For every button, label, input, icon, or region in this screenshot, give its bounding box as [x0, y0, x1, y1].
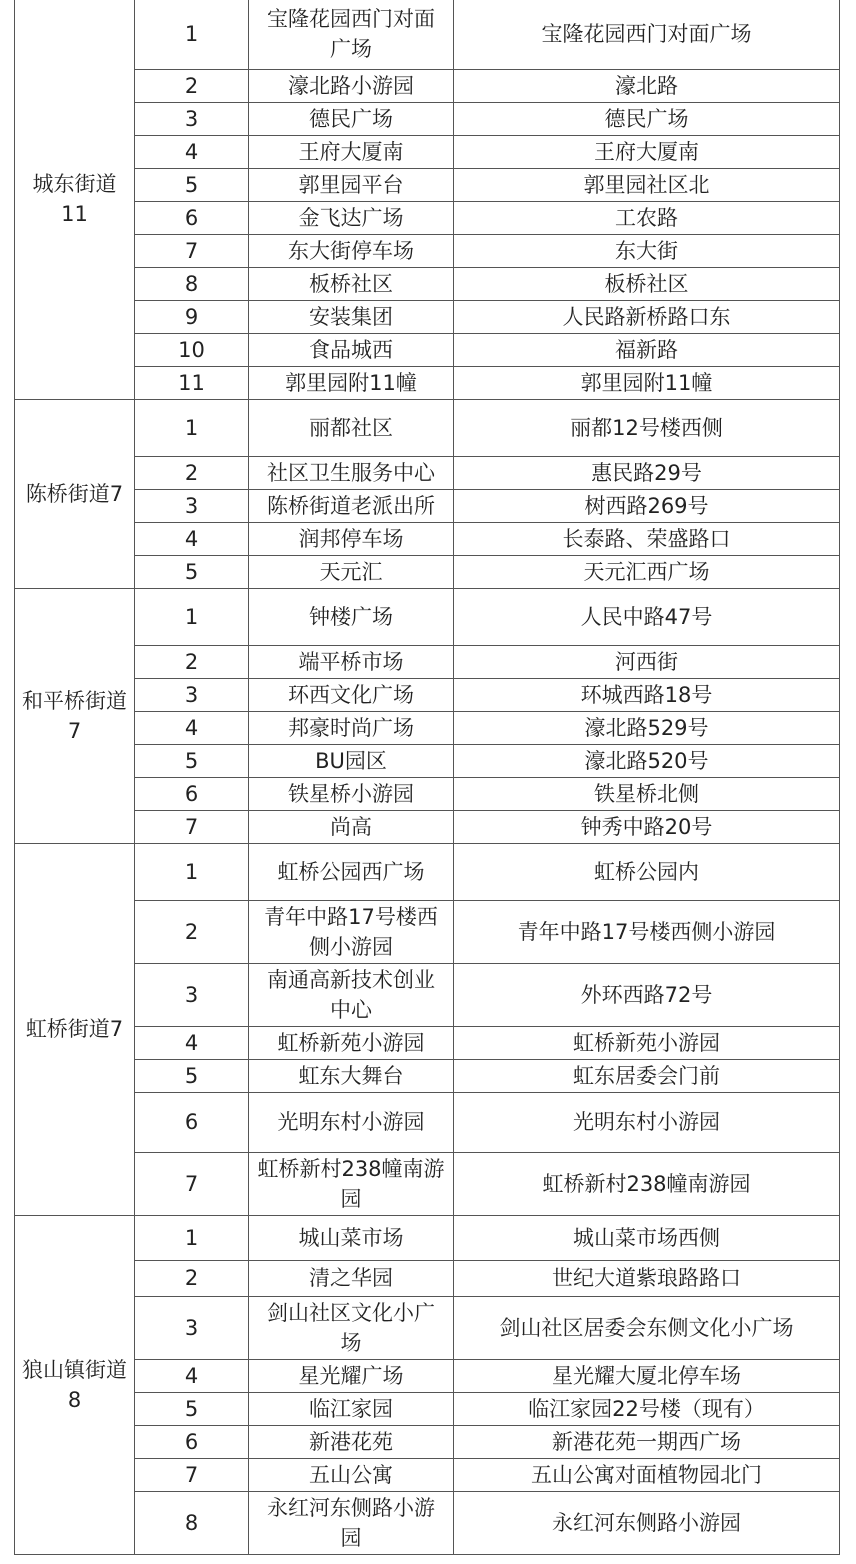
table-row	[15, 744, 840, 777]
table-row	[15, 489, 840, 522]
table-row	[15, 555, 840, 588]
row-number-cell: 4	[135, 1359, 249, 1392]
table-row	[15, 1026, 840, 1059]
row-number-cell: 5	[135, 744, 249, 777]
site-name-cell: 尚高	[249, 810, 454, 843]
site-name-cell: 临江家园	[249, 1392, 454, 1425]
site-location-cell: 外环西路72号	[454, 963, 840, 1026]
site-name-cell: 钟楼广场	[249, 588, 454, 645]
row-number-cell: 4	[135, 711, 249, 744]
site-name-cell: 安装集团	[249, 300, 454, 333]
row-number-cell: 6	[135, 201, 249, 234]
site-table	[14, 0, 840, 1555]
site-name-cell: 永红河东侧路小游 园	[249, 1491, 454, 1554]
table-row	[15, 1491, 840, 1554]
row-number-cell: 2	[135, 1260, 249, 1296]
table-row	[15, 0, 840, 69]
district-cell: 虹桥街道7	[15, 843, 135, 1215]
site-name-cell: 食品城西	[249, 333, 454, 366]
site-name-cell: 郭里园平台	[249, 168, 454, 201]
row-number-cell: 5	[135, 1392, 249, 1425]
site-location-cell: 工农路	[454, 201, 840, 234]
row-number-cell: 3	[135, 678, 249, 711]
site-name-cell: 青年中路17号楼西 侧小游园	[249, 900, 454, 963]
table-row	[15, 777, 840, 810]
row-number-cell: 1	[135, 1215, 249, 1260]
site-location-cell: 虹桥新苑小游园	[454, 1026, 840, 1059]
table-row	[15, 333, 840, 366]
site-location-cell: 钟秀中路20号	[454, 810, 840, 843]
table-row	[15, 588, 840, 645]
table-row	[15, 1092, 840, 1152]
row-number-cell: 6	[135, 1425, 249, 1458]
row-number-cell: 7	[135, 234, 249, 267]
table-row	[15, 300, 840, 333]
table-row	[15, 843, 840, 900]
site-name-cell: 清之华园	[249, 1260, 454, 1296]
site-name-cell: 社区卫生服务中心	[249, 456, 454, 489]
site-location-cell: 光明东村小游园	[454, 1092, 840, 1152]
site-location-cell: 宝隆花园西门对面广场	[454, 0, 840, 69]
row-number-cell: 9	[135, 300, 249, 333]
row-number-cell: 3	[135, 963, 249, 1026]
site-table-body	[15, 0, 840, 1554]
row-number-cell: 3	[135, 1296, 249, 1359]
table-row	[15, 399, 840, 456]
row-number-cell: 8	[135, 267, 249, 300]
row-number-cell: 11	[135, 366, 249, 399]
site-name-cell: 王府大厦南	[249, 135, 454, 168]
site-location-cell: 长泰路、荣盛路口	[454, 522, 840, 555]
table-row	[15, 456, 840, 489]
site-location-cell: 城山菜市场西侧	[454, 1215, 840, 1260]
site-name-cell: 城山菜市场	[249, 1215, 454, 1260]
site-location-cell: 王府大厦南	[454, 135, 840, 168]
table-row	[15, 645, 840, 678]
table-row	[15, 1215, 840, 1260]
district-cell: 陈桥街道7	[15, 399, 135, 588]
row-number-cell: 5	[135, 555, 249, 588]
table-row	[15, 900, 840, 963]
site-name-cell: 濠北路小游园	[249, 69, 454, 102]
site-name-cell: 郭里园附11幢	[249, 366, 454, 399]
site-name-cell: 虹桥公园西广场	[249, 843, 454, 900]
site-name-cell: 光明东村小游园	[249, 1092, 454, 1152]
site-name-cell: 环西文化广场	[249, 678, 454, 711]
table-row	[15, 1359, 840, 1392]
row-number-cell: 3	[135, 102, 249, 135]
row-number-cell: 10	[135, 333, 249, 366]
site-name-cell: 陈桥街道老派出所	[249, 489, 454, 522]
table-row	[15, 234, 840, 267]
district-cell: 狼山镇街道 8	[15, 1215, 135, 1554]
site-name-cell: 虹桥新苑小游园	[249, 1026, 454, 1059]
site-name-cell: 虹桥新村238幢南游 园	[249, 1152, 454, 1215]
table-row	[15, 711, 840, 744]
table-row	[15, 267, 840, 300]
site-location-cell: 福新路	[454, 333, 840, 366]
site-location-cell: 人民中路47号	[454, 588, 840, 645]
site-location-cell: 五山公寓对面植物园北门	[454, 1458, 840, 1491]
site-location-cell: 板桥社区	[454, 267, 840, 300]
site-name-cell: 金飞达广场	[249, 201, 454, 234]
site-location-cell: 丽都12号楼西侧	[454, 399, 840, 456]
row-number-cell: 2	[135, 900, 249, 963]
row-number-cell: 5	[135, 1059, 249, 1092]
site-location-cell: 河西街	[454, 645, 840, 678]
site-name-cell: 润邦停车场	[249, 522, 454, 555]
row-number-cell: 6	[135, 777, 249, 810]
site-name-cell: 邦豪时尚广场	[249, 711, 454, 744]
site-location-cell: 环城西路18号	[454, 678, 840, 711]
row-number-cell: 1	[135, 588, 249, 645]
table-row	[15, 1296, 840, 1359]
site-name-cell: 星光耀广场	[249, 1359, 454, 1392]
table-row	[15, 963, 840, 1026]
site-location-cell: 郭里园社区北	[454, 168, 840, 201]
table-row	[15, 1458, 840, 1491]
site-name-cell: 宝隆花园西门对面 广场	[249, 0, 454, 69]
row-number-cell: 7	[135, 1152, 249, 1215]
row-number-cell: 4	[135, 522, 249, 555]
site-name-cell: 新港花苑	[249, 1425, 454, 1458]
site-name-cell: 五山公寓	[249, 1458, 454, 1491]
site-location-cell: 天元汇西广场	[454, 555, 840, 588]
row-number-cell: 7	[135, 1458, 249, 1491]
site-location-cell: 青年中路17号楼西侧小游园	[454, 900, 840, 963]
site-location-cell: 新港花苑一期西广场	[454, 1425, 840, 1458]
row-number-cell: 2	[135, 456, 249, 489]
row-number-cell: 1	[135, 843, 249, 900]
site-location-cell: 德民广场	[454, 102, 840, 135]
table-row	[15, 1059, 840, 1092]
district-cell: 城东街道 11	[15, 0, 135, 399]
row-number-cell: 6	[135, 1092, 249, 1152]
site-location-cell: 永红河东侧路小游园	[454, 1491, 840, 1554]
site-location-cell: 濠北路	[454, 69, 840, 102]
site-name-cell: 剑山社区文化小广 场	[249, 1296, 454, 1359]
site-location-cell: 东大街	[454, 234, 840, 267]
row-number-cell: 5	[135, 168, 249, 201]
row-number-cell: 7	[135, 810, 249, 843]
site-location-cell: 剑山社区居委会东侧文化小广场	[454, 1296, 840, 1359]
table-row	[15, 69, 840, 102]
site-location-cell: 惠民路29号	[454, 456, 840, 489]
table-row	[15, 522, 840, 555]
site-location-cell: 虹桥新村238幢南游园	[454, 1152, 840, 1215]
table-row	[15, 1152, 840, 1215]
site-name-cell: 板桥社区	[249, 267, 454, 300]
site-location-cell: 虹东居委会门前	[454, 1059, 840, 1092]
table-row	[15, 1260, 840, 1296]
site-location-cell: 临江家园22号楼（现有）	[454, 1392, 840, 1425]
table-row	[15, 201, 840, 234]
row-number-cell: 2	[135, 69, 249, 102]
table-row	[15, 678, 840, 711]
site-location-cell: 虹桥公园内	[454, 843, 840, 900]
site-name-cell: 南通高新技术创业 中心	[249, 963, 454, 1026]
table-row	[15, 102, 840, 135]
row-number-cell: 1	[135, 0, 249, 69]
row-number-cell: 4	[135, 135, 249, 168]
row-number-cell: 3	[135, 489, 249, 522]
row-number-cell: 8	[135, 1491, 249, 1554]
site-name-cell: 丽都社区	[249, 399, 454, 456]
row-number-cell: 4	[135, 1026, 249, 1059]
table-row	[15, 366, 840, 399]
site-name-cell: 虹东大舞台	[249, 1059, 454, 1092]
table-row	[15, 135, 840, 168]
site-location-cell: 人民路新桥路口东	[454, 300, 840, 333]
site-name-cell: 铁星桥小游园	[249, 777, 454, 810]
table-row	[15, 810, 840, 843]
site-name-cell: 端平桥市场	[249, 645, 454, 678]
site-location-cell: 铁星桥北侧	[454, 777, 840, 810]
site-location-cell: 郭里园附11幢	[454, 366, 840, 399]
table-row	[15, 1392, 840, 1425]
row-number-cell: 1	[135, 399, 249, 456]
site-location-cell: 濠北路529号	[454, 711, 840, 744]
row-number-cell: 2	[135, 645, 249, 678]
site-name-cell: 东大街停车场	[249, 234, 454, 267]
district-cell: 和平桥街道 7	[15, 588, 135, 843]
site-name-cell: 德民广场	[249, 102, 454, 135]
site-location-cell: 世纪大道紫琅路路口	[454, 1260, 840, 1296]
site-location-cell: 树西路269号	[454, 489, 840, 522]
site-name-cell: BU园区	[249, 744, 454, 777]
table-row	[15, 168, 840, 201]
table-row	[15, 1425, 840, 1458]
site-location-cell: 濠北路520号	[454, 744, 840, 777]
site-name-cell: 天元汇	[249, 555, 454, 588]
site-location-cell: 星光耀大厦北停车场	[454, 1359, 840, 1392]
